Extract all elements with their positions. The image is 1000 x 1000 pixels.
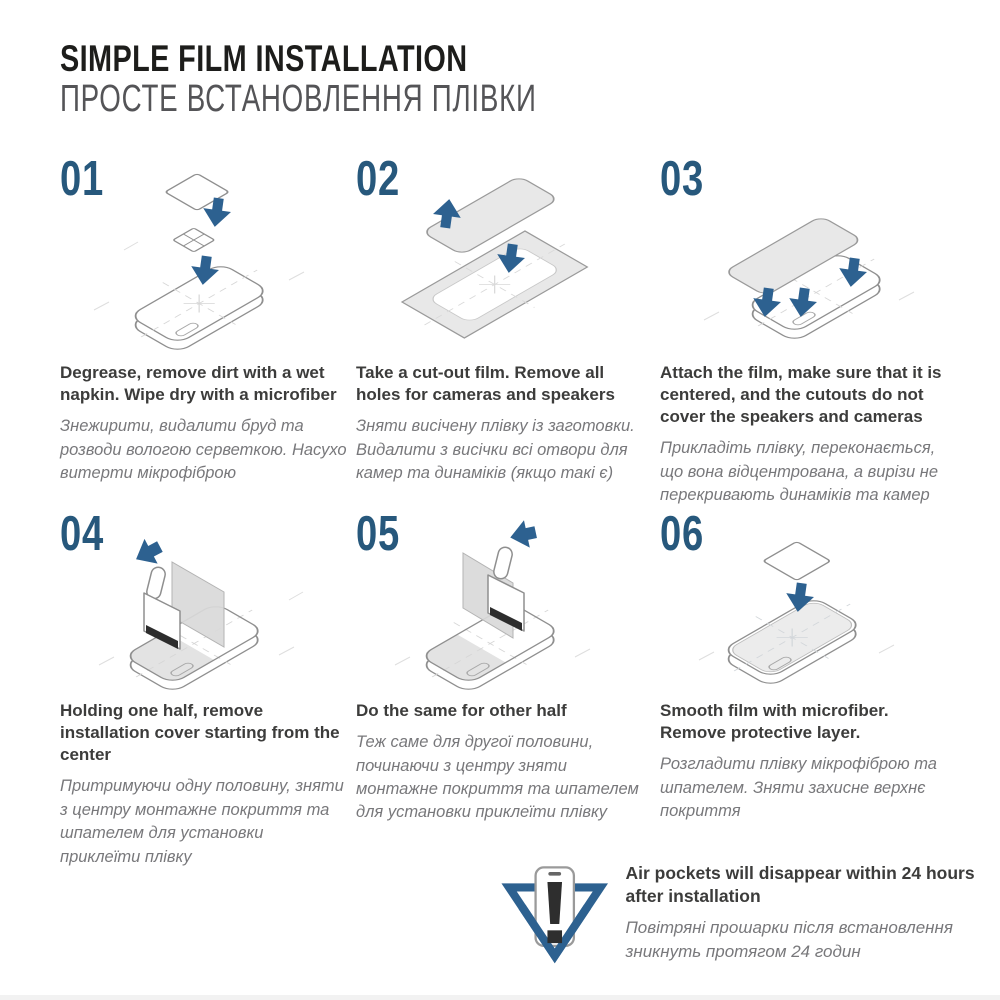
air-pockets-note xyxy=(500,856,1000,970)
note-text-uk: Повітряні прошарки після встановлення зникнуть протягом 24 годин xyxy=(625,917,953,961)
step-05-text-uk: Теж саме для другої половини, починаючи з центру зняти монтажне покриття та шпателем для установки приклеїти плівку xyxy=(356,733,639,822)
step-03-number: 03 xyxy=(660,152,705,206)
step-04-number: 04 xyxy=(60,507,105,561)
step-01-number: 01 xyxy=(60,152,105,206)
page-title xyxy=(60,40,713,118)
step-01-illustration xyxy=(64,150,344,355)
step-02 xyxy=(356,150,660,505)
step-04-text-uk: Притримуючи одну половину, зняти з центру монтажне покриття та шпателем для установки приклеїти плівку xyxy=(60,777,344,866)
step-03 xyxy=(660,150,950,505)
step-05-number: 05 xyxy=(356,507,401,561)
warning-phone-triangle-icon xyxy=(500,856,609,970)
microfiber-icon xyxy=(173,228,215,252)
step-05-illustration xyxy=(360,505,640,695)
title-english: SIMPLE FILM INSTALLATION xyxy=(60,38,468,79)
step-06-illustration xyxy=(664,505,944,695)
page-bottom-edge xyxy=(0,995,1000,1000)
note-text-en: Air pockets will disappear within 24 hours after installation xyxy=(625,863,975,906)
step-01-text-en: Degrease, remove dirt with a wet napkin. Wipe dry with a microfiber xyxy=(60,363,337,405)
step-02-text-en: Take a cut-out film. Remove all holes for cameras and speakers xyxy=(356,363,615,405)
step-02-text-uk: Зняти висічену плівку із заготовки. Видалити з висічки всі отвори для камер та динаміків (якщо такі є) xyxy=(356,417,635,483)
phone-outline-icon xyxy=(105,249,294,355)
step-06-number: 06 xyxy=(660,507,705,561)
step-02-illustration xyxy=(360,150,640,355)
step-03-text-en: Attach the film, make sure that it is centered, and the cutouts do not cover the speakers and cameras xyxy=(660,363,942,427)
microfiber-icon xyxy=(763,542,831,581)
steps-grid xyxy=(60,150,965,869)
step-05 xyxy=(356,505,660,869)
step-01-text-uk: Знежирити, видалити бруд та розводи вологою серветкою. Насухо витерти мікрофіброю xyxy=(60,417,347,483)
step-04 xyxy=(60,505,356,869)
step-03-text-uk: Прикладіть плівку, переконається, що вона відцентрована, а вирізи не перекривають динаміків та камер xyxy=(660,439,939,505)
up-left-arrow-icon xyxy=(129,534,166,571)
step-04-illustration xyxy=(64,505,344,695)
step-06-text-en: Smooth film with microfiber. Remove protective layer. xyxy=(660,701,889,743)
phone-speaker-slot xyxy=(548,872,561,876)
title-ukrainian: ПРОСТЕ ВСТАНОВЛЕННЯ ПЛІВКИ xyxy=(60,78,537,120)
step-06-text-uk: Розгладити плівку мікрофіброю та шпателем. Зняти захисне верхнє покриття xyxy=(660,755,937,821)
exclamation-dot xyxy=(547,930,562,943)
cutout-sheet xyxy=(385,221,605,348)
step-05-text-en: Do the same for other half xyxy=(356,701,567,720)
step-01 xyxy=(60,150,356,505)
left-arrow-icon xyxy=(507,518,538,551)
step-04-text-en: Holding one half, remove installation cover starting from the center xyxy=(60,701,340,765)
step-02-number: 02 xyxy=(356,152,401,206)
step-03-illustration xyxy=(664,150,944,355)
step-06 xyxy=(660,505,950,869)
